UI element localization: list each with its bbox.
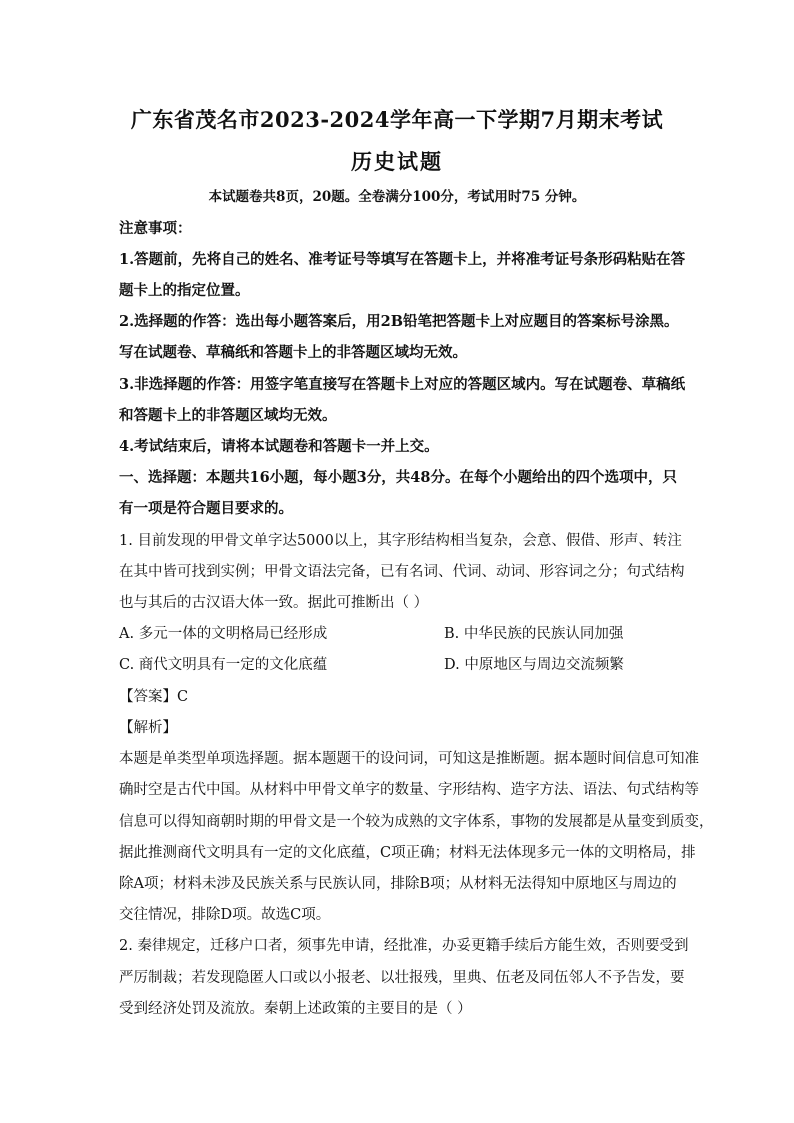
- notice-line: 3.非选择题的作答：用签字笔直接写在答题卡上对应的答题区域内。写在试题卷、草稿纸: [119, 376, 686, 393]
- notice-heading: 注意事项：: [119, 220, 192, 237]
- section-heading: 有一项是符合题目要求的。: [119, 500, 293, 517]
- question-1-stem: 在其中皆可找到实例；甲骨文语法完备，已有名词、代词、动词、形容词之分；句式结构: [119, 564, 685, 580]
- section-heading: 一、选择题：本题共16小题，每小题3分，共48分。在每个小题给出的四个选项中，只: [119, 469, 677, 486]
- analysis-heading: 【解析】: [119, 720, 177, 736]
- option-a: A. 多元一体的文明格局已经形成: [119, 626, 328, 642]
- answer: 【答案】C: [119, 689, 189, 705]
- analysis-line: 信息可以得知商朝时期的甲骨文是一个较为成熟的文字体系，事物的发展都是从量变到质变，: [119, 814, 714, 830]
- exam-info: 本试题卷共8页，20题。全卷满分100分，考试用时75 分钟。: [208, 189, 586, 205]
- question-1-stem: 也与其后的古汉语大体一致。据此可推断出（ ）: [119, 595, 429, 611]
- notice-line: 4.考试结束后，请将本试题卷和答题卡一并上交。: [119, 438, 439, 455]
- exam-title: 广东省茂名市2023-2024学年高一下学期7月期末考试: [130, 107, 664, 132]
- analysis-line: 除A项；材料未涉及民族关系与民族认同，排除B项；从材料无法得知中原地区与周边的: [119, 876, 677, 892]
- question-2-stem: 严厉制裁；若发现隐匿人口或以小报老、以壮报残，里典、伍老及同伍邻人不予告发，要: [119, 970, 685, 986]
- option-d: D. 中原地区与周边交流频繁: [444, 657, 624, 673]
- question-2-stem: 受到经济处罚及流放。秦朝上述政策的主要目的是（ ）: [119, 1001, 472, 1017]
- exam-subtitle: 历史试题: [351, 149, 443, 174]
- question-1-stem: 1. 目前发现的甲骨文单字达5000以上，其字形结构相当复杂，会意、假借、形声、转注: [119, 533, 682, 549]
- analysis-line: 本题是单类型单项选择题。据本题题干的设问词，可知这是推断题。据本题时间信息可知准: [119, 751, 699, 767]
- question-2-stem: 2. 秦律规定，迁移户口者，须事先申请，经批准，办妥更籍手续后方能生效，否则要受到: [119, 938, 689, 954]
- notice-line: 和答题卡上的非答题区域均无效。: [119, 407, 337, 424]
- notice-line: 1.答题前，先将自己的姓名、准考证号等填写在答题卡上，并将准考证号条形码粘贴在答: [119, 251, 686, 268]
- option-c: C. 商代文明具有一定的文化底蕴: [119, 657, 328, 673]
- analysis-line: 据此推测商代文明具有一定的文化底蕴，C项正确；材料无法体现多元一体的文明格局，排: [119, 845, 696, 861]
- notice-line: 题卡上的指定位置。: [119, 282, 250, 299]
- analysis-line: 交往情况，排除D项。故选C项。: [119, 907, 331, 923]
- analysis-line: 确时空是古代中国。从材料中甲骨文单字的数量、字形结构、造字方法、语法、句式结构等: [119, 782, 699, 798]
- notice-line: 写在试题卷、草稿纸和答题卡上的非答题区域均无效。: [119, 344, 467, 361]
- notice-line: 2.选择题的作答：选出每小题答案后，用2B铅笔把答题卡上对应题目的答案标号涂黑。: [119, 313, 679, 330]
- option-b: B. 中华民族的民族认同加强: [444, 626, 624, 642]
